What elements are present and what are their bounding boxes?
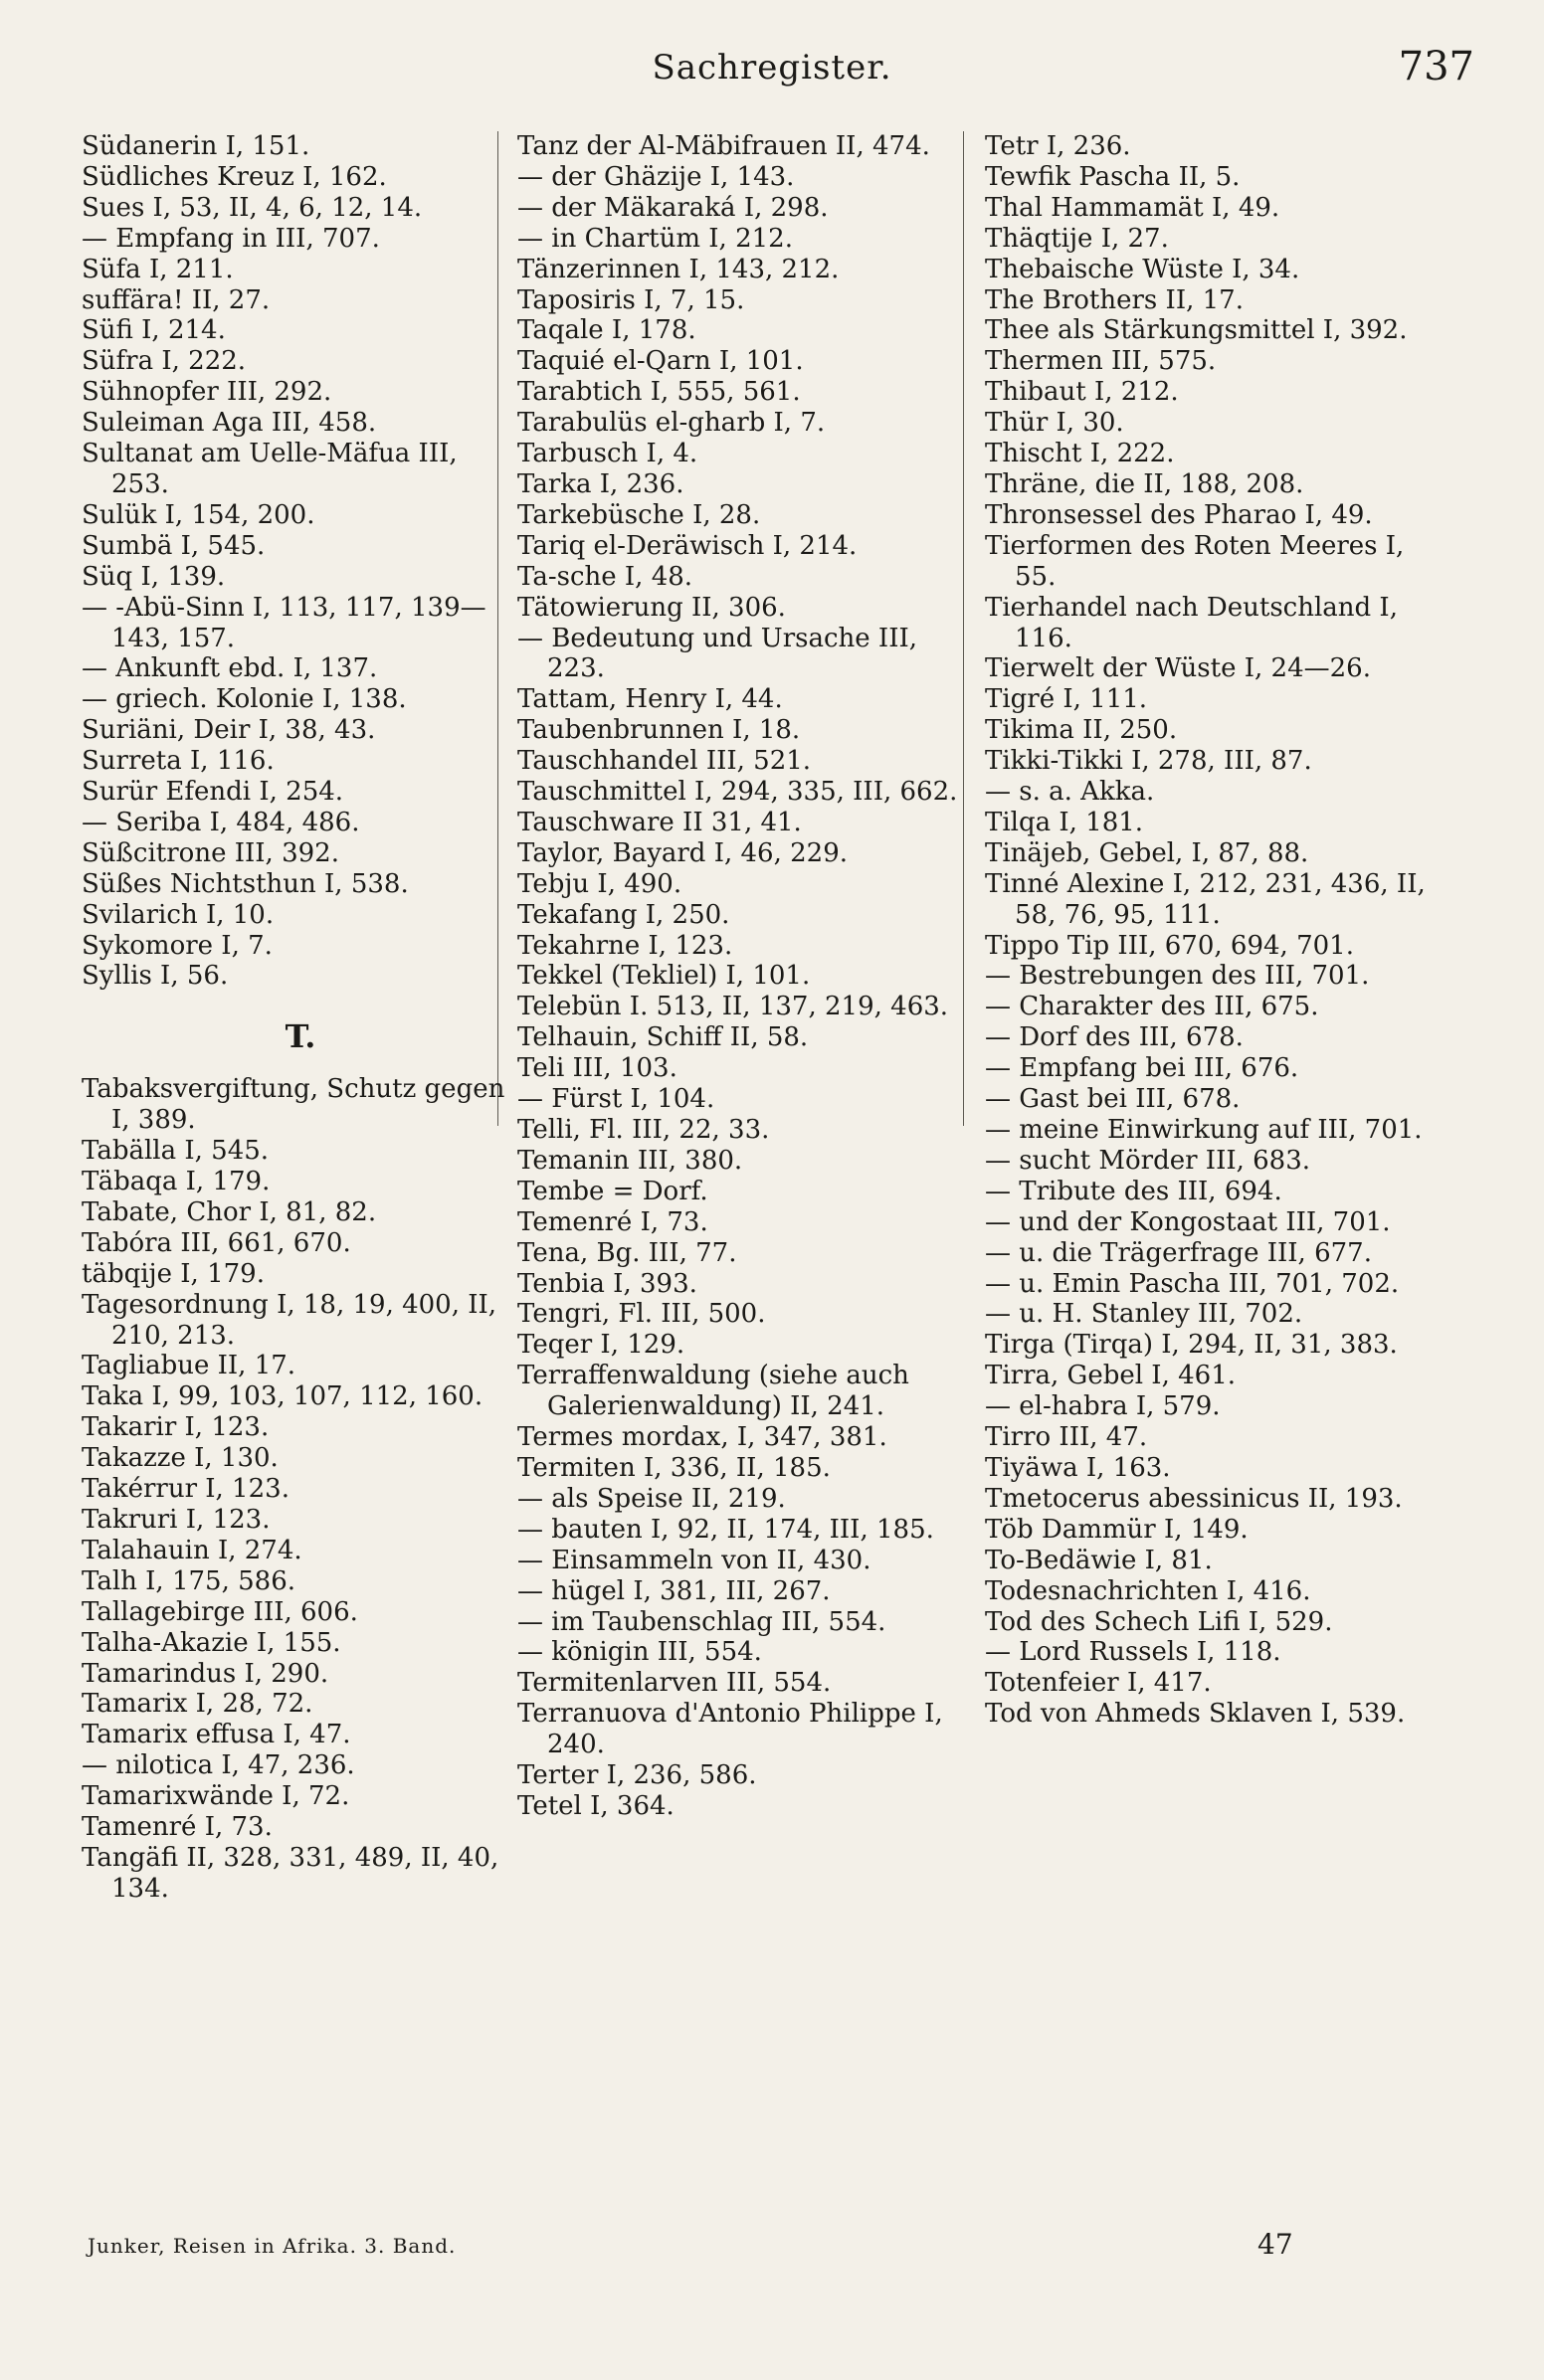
index-entry: Tattam, Henry I, 44.	[517, 684, 783, 715]
index-entry: — bauten I, 92, II, 174, III, 185.	[517, 1514, 934, 1545]
index-entry: Tarbusch I, 4.	[517, 439, 698, 469]
index-entry: Tarkebüsche I, 28.	[517, 499, 761, 530]
footer-source: Junker, Reisen in Afrika. 3. Band.	[88, 2234, 457, 2258]
index-entry: Suriäni, Deir I, 38, 43.	[82, 715, 376, 746]
index-entry: — und der Kongostaat III, 701.	[985, 1206, 1391, 1237]
index-entry: Tabate, Chor I, 81, 82.	[82, 1196, 377, 1227]
index-entry: Tetel I, 364.	[517, 1790, 675, 1821]
index-entry: — in Chartüm I, 212.	[517, 223, 793, 254]
index-entry: Tamarix I, 28, 72.	[82, 1689, 313, 1720]
index-entry: Sultanat am Uelle-Mäfua III, 253.	[82, 439, 458, 499]
index-entry: Thronsessel des Pharao I, 49.	[985, 499, 1373, 530]
index-entry: — der Mäkaraká I, 298.	[517, 192, 829, 223]
index-entry: Thee als Stärkungsmittel I, 392.	[985, 315, 1408, 346]
index-entry: Thür I, 30.	[985, 408, 1124, 439]
index-entry: Tippo Tip III, 670, 694, 701.	[985, 930, 1354, 961]
index-entry: Südliches Kreuz I, 162.	[82, 161, 387, 192]
index-entry: Thermen III, 575.	[985, 346, 1217, 377]
index-entry: Terranuova d'Antonio Philippe I, 240.	[517, 1699, 943, 1760]
index-entry: Sykomore I, 7.	[82, 930, 273, 961]
index-entry: — Bedeutung und Ursache III, 223.	[517, 623, 917, 684]
index-entry: — meine Einwirkung auf III, 701.	[985, 1115, 1423, 1145]
index-entry: Tikki-Tikki I, 278, III, 87.	[985, 746, 1312, 777]
index-entry: Ta-sche I, 48.	[517, 561, 693, 592]
index-entry: Taka I, 99, 103, 107, 112, 160.	[82, 1381, 483, 1412]
index-entry: Surür Efendi I, 254.	[82, 777, 344, 808]
index-entry: Tabälla I, 545.	[82, 1136, 270, 1167]
index-entry: Tarabulüs el-gharb I, 7.	[517, 408, 826, 439]
index-entry: — -Abü-Sinn I, 113, 117, 139—143, 157.	[82, 592, 486, 653]
index-entry: — Lord Russels I, 118.	[985, 1637, 1281, 1668]
index-entry: — der Ghäzije I, 143.	[517, 161, 795, 192]
footer-signature: 47	[1257, 2228, 1293, 2261]
index-entry: — Einsammeln von II, 430.	[517, 1545, 871, 1575]
index-entry: Taquié el-Qarn I, 101.	[517, 346, 804, 377]
index-entry: Tariq el-Deräwisch I, 214.	[517, 530, 858, 561]
index-entry: suffära! II, 27.	[82, 284, 271, 315]
index-entry: Tarka I, 236.	[517, 468, 684, 499]
index-entry: The Brothers II, 17.	[985, 284, 1244, 315]
index-entry: — Gast bei III, 678.	[985, 1084, 1241, 1115]
index-entry: Tenbia I, 393.	[517, 1268, 697, 1299]
index-entry: Thräne, die II, 188, 208.	[985, 468, 1304, 499]
index-entry: Tirga (Tirqa) I, 294, II, 31, 383.	[985, 1330, 1398, 1361]
page-number: 737	[1398, 44, 1474, 90]
index-entry: Tilqa I, 181.	[985, 807, 1144, 837]
index-entry: Tarabtich I, 555, 561.	[517, 377, 801, 408]
index-entry: Thäqtije I, 27.	[985, 223, 1169, 254]
index-entry: — Empfang bei III, 676.	[985, 1053, 1299, 1084]
index-entry: Tamarixwände I, 72.	[82, 1781, 350, 1812]
index-entry: Süßcitrone III, 392.	[82, 837, 339, 868]
index-entry: Thischt I, 222.	[985, 439, 1175, 469]
index-entry: Tekkel (Tekliel) I, 101.	[517, 961, 811, 992]
index-entry: Teli III, 103.	[517, 1053, 677, 1084]
index-entry: Tätowierung II, 306.	[517, 592, 786, 623]
index-entry: Tikima II, 250.	[985, 715, 1178, 746]
index-entry: — Empfang in III, 707.	[82, 223, 380, 254]
index-entry: Tiyäwa I, 163.	[985, 1452, 1171, 1483]
index-entry: Tmetocerus abessinicus II, 193.	[985, 1483, 1403, 1514]
index-entry: Süfa I, 211.	[82, 254, 234, 284]
index-entry: Tamarix effusa I, 47.	[82, 1720, 351, 1750]
index-entry: — königin III, 554.	[517, 1637, 762, 1668]
index-entry: — Seriba I, 484, 486.	[82, 807, 360, 837]
index-entry: Tengri, Fl. III, 500.	[517, 1299, 766, 1330]
index-entry: täbqije I, 179.	[82, 1258, 265, 1289]
index-entry: — s. a. Akka.	[985, 777, 1155, 808]
index-entry: Taqale I, 178.	[517, 315, 696, 346]
index-entry: — u. H. Stanley III, 702.	[985, 1299, 1303, 1330]
index-entry: Tauschware II 31, 41.	[517, 807, 802, 837]
index-entry: Tamenré I, 73.	[82, 1812, 273, 1843]
index-entry: Tierhandel nach Deutschland I, 116.	[985, 592, 1398, 653]
index-entry: Süfra I, 222.	[82, 346, 247, 377]
index-entry: Takérrur I, 123.	[82, 1474, 290, 1505]
index-entry: Talahauin I, 274.	[82, 1535, 302, 1565]
index-entry: Töb Dammür I, 149.	[985, 1514, 1249, 1545]
index-entry: Telli, Fl. III, 22, 33.	[517, 1115, 770, 1145]
index-entry: Takazze I, 130.	[82, 1443, 279, 1474]
index-entry: Telebün I. 513, II, 137, 219, 463.	[517, 992, 949, 1022]
index-entry: Sühnopfer III, 292.	[82, 377, 332, 408]
index-entry: Teqer I, 129.	[517, 1330, 685, 1361]
index-entry: — Dorf des III, 678.	[985, 1022, 1244, 1053]
index-entry: Surreta I, 116.	[82, 746, 275, 777]
index-entry: Thebaische Wüste I, 34.	[985, 254, 1300, 284]
index-entry: Syllis I, 56.	[82, 961, 229, 992]
index-entry: Süßes Nichtsthun I, 538.	[82, 868, 409, 899]
index-entry: Taylor, Bayard I, 46, 229.	[517, 837, 849, 868]
index-entry: — Bestrebungen des III, 701.	[985, 961, 1370, 992]
index-entry: Tirro III, 47.	[985, 1422, 1148, 1453]
index-entry: — als Speise II, 219.	[517, 1483, 786, 1514]
index-entry: Tangäfi II, 328, 331, 489, II, 40, 134.	[82, 1842, 499, 1904]
index-entry: Takruri I, 123.	[82, 1504, 271, 1535]
index-entry: — Ankunft ebd. I, 137.	[82, 653, 378, 684]
index-entry: Temenré I, 73.	[517, 1206, 708, 1237]
index-entry: Telhauin, Schiff II, 58.	[517, 1022, 809, 1053]
index-entry: Temanin III, 380.	[517, 1145, 743, 1176]
index-entry: — sucht Mörder III, 683.	[985, 1145, 1311, 1176]
index-entry: Terter I, 236, 586.	[517, 1760, 757, 1791]
index-entry: Terraffenwaldung (siehe auch Galerienwaldung) II, 241.	[517, 1361, 909, 1422]
index-entry: — u. die Trägerfrage III, 677.	[985, 1237, 1372, 1268]
index-entry: Tetr I, 236.	[985, 131, 1131, 161]
index-entry: Termiten I, 336, II, 185.	[517, 1452, 831, 1483]
index-entry: Tembe = Dorf.	[517, 1176, 708, 1206]
index-entry: Tabaksvergiftung, Schutz gegen I, 389.	[82, 1074, 505, 1136]
index-entry: Tagesordnung I, 18, 19, 400, II, 210, 213.	[82, 1289, 497, 1351]
index-entry: Sumbä I, 545.	[82, 530, 266, 561]
index-entry: Tallagebirge III, 606.	[82, 1596, 358, 1627]
index-entry: Tabóra III, 661, 670.	[82, 1227, 351, 1258]
index-entry: — Charakter des III, 675.	[985, 992, 1319, 1022]
index-entry: Süq I, 139.	[82, 561, 226, 592]
index-entry: Tebju I, 490.	[517, 868, 682, 899]
index-entry: — el-habra I, 579.	[985, 1391, 1221, 1422]
section-letter: T.	[285, 1017, 316, 1056]
index-entry: Taubenbrunnen I, 18.	[517, 715, 801, 746]
index-entry: Tänzerinnen I, 143, 212.	[517, 254, 840, 284]
index-entry: Talha-Akazie I, 155.	[82, 1627, 341, 1658]
index-entry: Takarir I, 123.	[82, 1412, 270, 1443]
index-entry: Täbaqa I, 179.	[82, 1167, 271, 1196]
index-entry: Tod von Ahmeds Sklaven I, 539.	[985, 1699, 1406, 1730]
index-entry: Taposiris I, 7, 15.	[517, 284, 745, 315]
index-column-3	[985, 131, 1452, 1730]
index-entry: — Fürst I, 104.	[517, 1084, 715, 1115]
index-entry: Tena, Bg. III, 77.	[517, 1237, 737, 1268]
index-column-1	[82, 131, 519, 1905]
index-entry: Tauschhandel III, 521.	[517, 746, 812, 777]
index-entry: — griech. Kolonie I, 138.	[82, 684, 407, 715]
index-entry: Tewfik Pascha II, 5.	[985, 161, 1241, 192]
page-title: Sachregister.	[652, 48, 892, 88]
index-entry: Tod des Schech Lifi I, 529.	[985, 1606, 1333, 1637]
index-entry: Thal Hammamät I, 49.	[985, 192, 1280, 223]
index-entry: Süfi I, 214.	[82, 315, 226, 346]
index-entry: Tinné Alexine I, 212, 231, 436, II, 58, 76, 95, 111.	[985, 868, 1426, 930]
index-entry: Tauschmittel I, 294, 335, III, 662.	[517, 777, 958, 808]
index-column-2	[517, 131, 965, 1822]
index-entry: — u. Emin Pascha III, 701, 702.	[985, 1268, 1400, 1299]
index-entry: Tamarindus I, 290.	[82, 1658, 329, 1689]
index-entry: Tinäjeb, Gebel, I, 87, 88.	[985, 837, 1309, 868]
index-entry: Tekafang I, 250.	[517, 899, 730, 930]
index-entry: To-Bedäwie I, 81.	[985, 1545, 1213, 1575]
index-entry: Tirra, Gebel I, 461.	[985, 1361, 1237, 1391]
index-entry: Tekahrne I, 123.	[517, 930, 733, 961]
index-entry: Totenfeier I, 417.	[985, 1668, 1212, 1699]
index-entry: — nilotica I, 47, 236.	[82, 1750, 355, 1781]
index-entry: — hügel I, 381, III, 267.	[517, 1575, 831, 1606]
index-entry: — im Taubenschlag III, 554.	[517, 1606, 886, 1637]
index-entry: Todesnachrichten I, 416.	[985, 1575, 1311, 1606]
index-entry: Talh I, 175, 586.	[82, 1565, 295, 1596]
index-entry: — Tribute des III, 694.	[985, 1176, 1282, 1206]
index-entry: Tigré I, 111.	[985, 684, 1148, 715]
index-entry: Suleiman Aga III, 458.	[82, 408, 377, 439]
index-entry: Sues I, 53, II, 4, 6, 12, 14.	[82, 192, 423, 223]
index-entry: Tanz der Al-Mäbifrauen II, 474.	[517, 131, 930, 161]
index-entry: Termes mordax, I, 347, 381.	[517, 1422, 887, 1453]
page-header	[0, 40, 1544, 99]
index-entry: Tierformen des Roten Meeres I, 55.	[985, 530, 1405, 592]
index-entry: Thibaut I, 212.	[985, 377, 1179, 408]
index-entry: Sulük I, 154, 200.	[82, 499, 315, 530]
index-entry: Tierwelt der Wüste I, 24—26.	[985, 653, 1371, 684]
index-entry: Svilarich I, 10.	[82, 899, 275, 930]
index-entry: Tagliabue II, 17.	[82, 1351, 296, 1381]
index-entry: Termitenlarven III, 554.	[517, 1668, 832, 1699]
index-entry: Südanerin I, 151.	[82, 131, 310, 161]
